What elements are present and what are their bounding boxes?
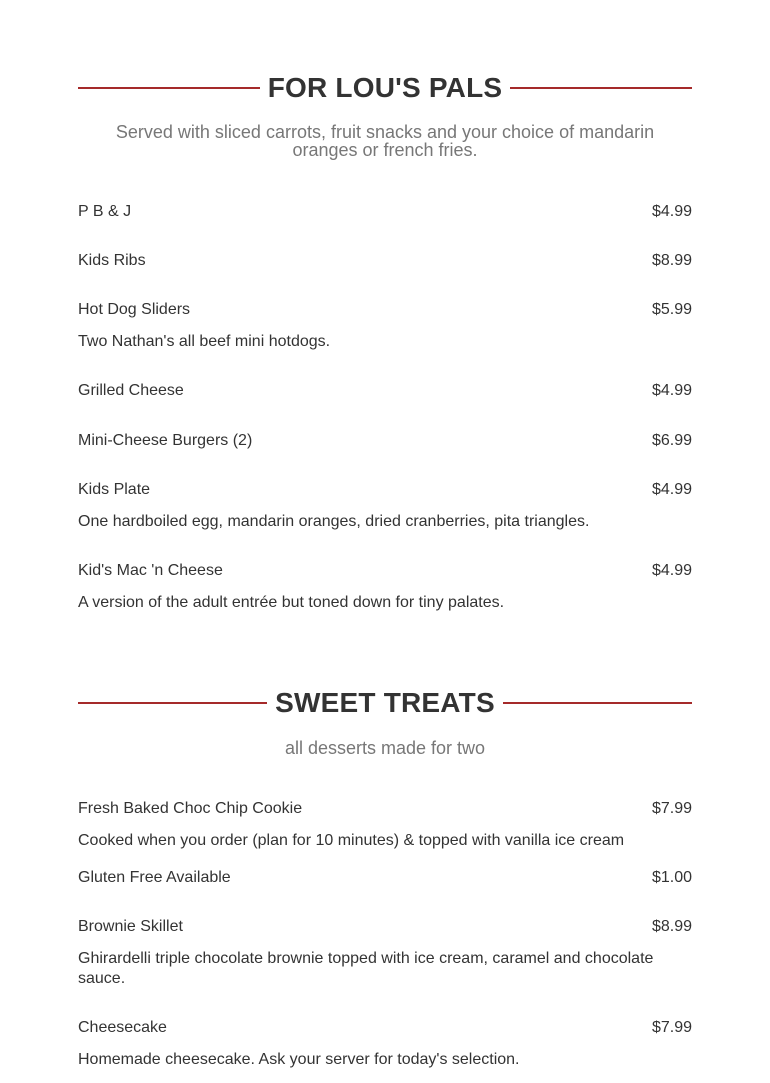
item-name: P B & J [78, 203, 132, 220]
item-price: $4.99 [651, 382, 692, 399]
menu-item [78, 431, 692, 451]
header-rule-right [503, 702, 692, 704]
item-name: Grilled Cheese [78, 382, 184, 399]
section-subtitle: Served with sliced carrots, fruit snacks and your choice of mandarin oranges or french fries. [115, 122, 655, 160]
item-price: $4.99 [651, 203, 692, 220]
section-title: FOR LOU'S PALS [267, 72, 503, 103]
item-price: $7.99 [651, 800, 692, 817]
item-name: Fresh Baked Choc Chip Cookie [78, 800, 303, 817]
item-name: Cheesecake [78, 1019, 167, 1036]
item-description: One hardboiled egg, mandarin oranges, dried cranberries, pita triangles. [78, 513, 590, 530]
item-price: $8.99 [651, 252, 692, 269]
item-name: Gluten Free Available [78, 869, 231, 886]
header-rule-left [78, 87, 260, 89]
item-price: $4.99 [651, 481, 692, 498]
item-price: $6.99 [651, 432, 692, 449]
menu-item [78, 381, 692, 401]
item-price: $4.99 [651, 562, 692, 579]
item-description: Homemade cheesecake. Ask your server for today's selection. [78, 1051, 520, 1068]
header-rule-left [78, 702, 267, 704]
item-price: $8.99 [651, 918, 692, 935]
item-name: Brownie Skillet [78, 918, 183, 935]
menu-item [78, 799, 692, 851]
item-price: $1.00 [651, 869, 692, 886]
section-header-desserts [78, 686, 692, 720]
item-name: Mini-Cheese Burgers (2) [78, 432, 253, 449]
item-price: $7.99 [651, 1019, 692, 1036]
menu-item [78, 868, 692, 888]
item-name: Hot Dog Sliders [78, 301, 191, 318]
menu-item [78, 202, 692, 222]
menu-item [78, 480, 692, 532]
item-price: $5.99 [651, 301, 692, 318]
item-description: A version of the adult entrée but toned down for tiny palates. [78, 594, 505, 611]
header-rule-right [510, 87, 692, 89]
section-subtitle: all desserts made for two [284, 738, 486, 758]
section-title: SWEET TREATS [275, 687, 495, 718]
item-name: Kids Ribs [78, 252, 146, 269]
item-description: Two Nathan's all beef mini hotdogs. [78, 333, 331, 350]
section-header-kids [78, 71, 692, 105]
menu-item [78, 300, 692, 352]
item-description: Cooked when you order (plan for 10 minutes) & topped with vanilla ice cream [78, 832, 625, 849]
item-name: Kid's Mac 'n Cheese [78, 562, 223, 579]
menu-item [78, 561, 692, 613]
item-description: Ghirardelli triple chocolate brownie topped with ice cream, caramel and chocolate sauce. [78, 950, 654, 987]
menu-item [78, 1018, 692, 1070]
menu-item [78, 917, 692, 989]
item-name: Kids Plate [78, 481, 151, 498]
menu-item [78, 251, 692, 271]
